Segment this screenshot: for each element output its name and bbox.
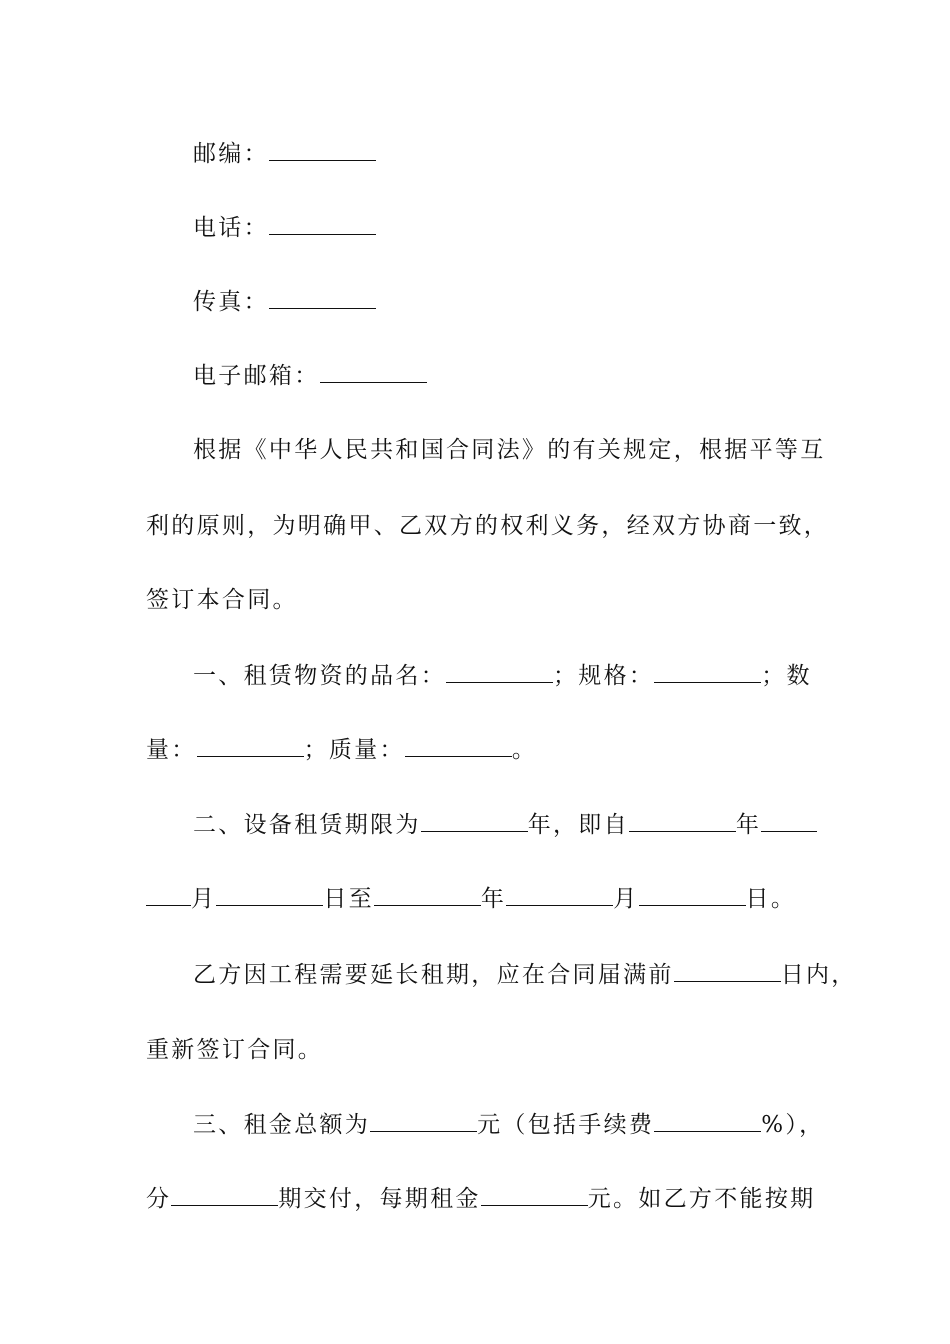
installments-blank <box>171 1185 278 1206</box>
fax-label: 传真： <box>193 289 269 315</box>
clause2-year: 年 <box>735 812 762 838</box>
extension-line-2: 重新签订合同。 <box>146 1037 324 1063</box>
clause3-split: 分 <box>146 1186 172 1212</box>
start-month-blank-part2 <box>146 885 191 906</box>
clause3-pct: %）， <box>761 1112 825 1138</box>
postcode-label: 邮编： <box>193 141 269 167</box>
start-month-blank-part1 <box>761 811 817 832</box>
fax-blank <box>269 288 376 309</box>
clause2-month2: 月 <box>613 886 639 912</box>
clause2-year2: 年 <box>480 886 507 912</box>
clause3-prefix: 三、租金总额为 <box>193 1112 371 1138</box>
term-years-blank <box>421 811 528 832</box>
clause3-periods: 期交付，每期租金 <box>278 1186 481 1212</box>
clause1-spec-label: ；规格： <box>553 663 655 689</box>
clause1-qty-label: ；数 <box>761 663 812 689</box>
clause1-quality-label: ；质量： <box>303 737 405 763</box>
start-year-blank <box>629 811 736 832</box>
clause2-end: 日。 <box>745 886 797 912</box>
end-day-blank <box>639 885 746 906</box>
end-year-blank <box>374 885 481 906</box>
clause2-day-to: 日至 <box>323 886 374 912</box>
intro-line-2: 利的原则，为明确甲、乙双方的权利义务，经双方协商一致， <box>146 513 830 539</box>
phone-label: 电话： <box>193 215 269 241</box>
extension-suffix: 日内， <box>780 962 857 988</box>
clause1-end: 。 <box>511 737 538 763</box>
phone-blank <box>269 214 376 235</box>
clause3-line-2 <box>146 1184 816 1214</box>
clause1-prefix: 一、租赁物资的品名： <box>193 663 446 689</box>
clause3-yuan: 元（包括手续费 <box>477 1112 655 1138</box>
postcode-line <box>193 139 853 169</box>
item-name-blank <box>446 662 553 683</box>
extension-days-blank <box>674 961 781 982</box>
email-line <box>193 361 853 391</box>
quantity-blank <box>197 736 304 757</box>
clause2-line-1 <box>193 810 853 840</box>
postcode-blank <box>269 140 376 161</box>
clause2-prefix: 二、设备租赁期限为 <box>193 812 421 838</box>
clause1-line-2 <box>146 735 806 765</box>
phone-line <box>193 213 853 243</box>
clause1-line-1 <box>193 661 853 691</box>
clause2-month: 月 <box>191 886 217 912</box>
email-label: 电子邮箱： <box>193 363 320 389</box>
fax-line <box>193 287 853 317</box>
intro-line-3: 签订本合同。 <box>146 587 298 613</box>
extension-line-1 <box>193 960 857 990</box>
clause2-line-2 <box>146 884 806 914</box>
quality-blank <box>405 736 512 757</box>
extension-prefix: 乙方因工程需要延长租期，应在合同届满前 <box>193 962 674 988</box>
start-day-blank <box>216 885 323 906</box>
clause3-tail: 元。如乙方不能按期 <box>587 1186 816 1212</box>
clause2-year-from: 年，即自 <box>527 812 629 838</box>
fee-percent-blank <box>654 1111 761 1132</box>
installment-rent-blank <box>481 1185 588 1206</box>
intro-line-1: 根据《中华人民共和国合同法》的有关规定，根据平等互 <box>193 437 826 463</box>
end-month-blank <box>506 885 613 906</box>
email-blank <box>320 362 427 383</box>
clause1-qty-label-2: 量： <box>146 737 197 763</box>
spec-blank <box>654 662 761 683</box>
total-rent-blank <box>370 1111 477 1132</box>
clause3-line-1 <box>193 1110 853 1140</box>
